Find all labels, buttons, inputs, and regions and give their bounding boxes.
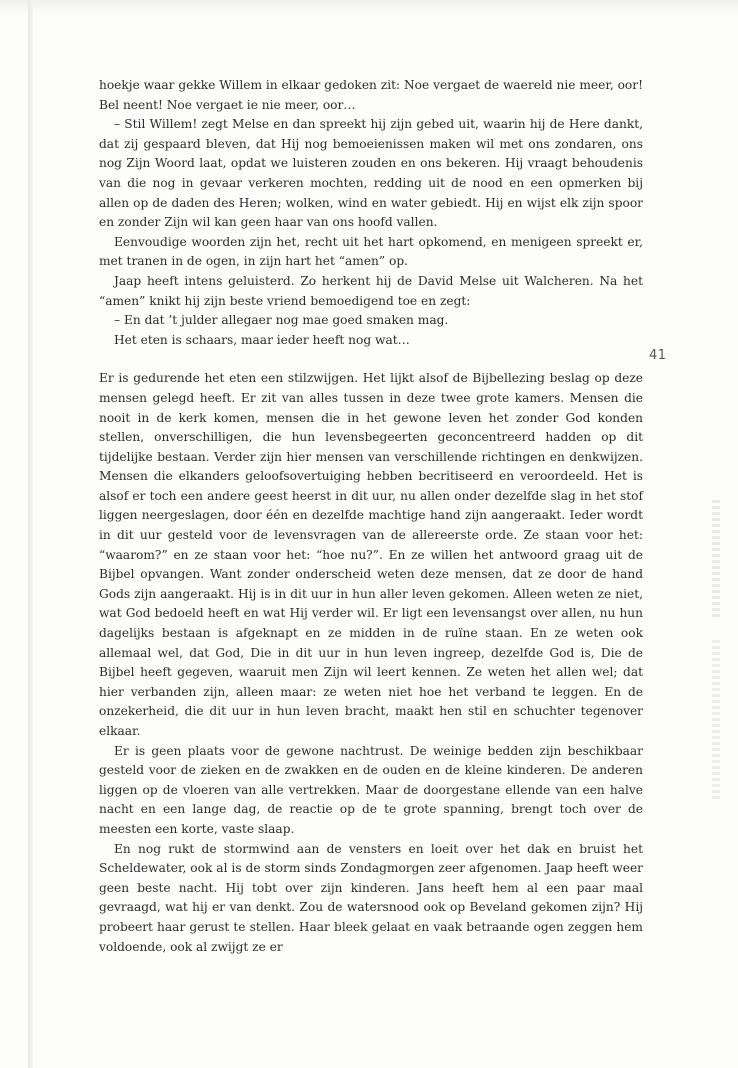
margin-watermark — [712, 640, 720, 800]
paragraph: – Stil Willem! zegt Melse en dan spreekt hij zijn gebed uit, waarin hij de Here dankt, dat zij gespaard bleven, dat Hij nog bemoeienissen maken wil met ons zondaren, ons nog Zijn Woord laat, opdat we luisteren zouden en ons bekeren. Hij vraagt behoudenis van die nog in gevaar verkeren mochten, redding uit de nood en een opmerken bij allen op de daden des Heren; wolken, wind en water gebiedt. Hij en wijst elk zijn spoor en zonder Zijn wil kan geen haar van ons hoofd vallen. — [99, 117, 643, 230]
margin-watermark — [712, 500, 720, 620]
paragraph: hoekje waar gekke Willem in elkaar gedoken zit: Noe vergaet de waereld nie meer, oor! Bel neent! Noe vergaet ie nie meer, oor… — [99, 78, 643, 112]
body-text — [99, 76, 643, 957]
page-number: 41 — [649, 348, 667, 363]
paragraph: En nog rukt de stormwind aan de vensters en loeit over het dak en bruist het Scheldewater, ook al is de storm sinds Zondagmorgen zeer afgenomen. Jaap heeft weer geen beste nacht. Hij tobt over zijn kinderen. Jans heeft hem al een paar maal gevraagd, wat hij er van denkt. Zou de watersnood ook op Beveland gekomen zijn? Hij probeert haar gerust te stellen. Haar bleek gelaat en vaak betraande ogen zeggen hem voldoende, ook al zwijgt ze er — [99, 841, 643, 954]
paragraph: Er is geen plaats voor de gewone nachtrust. De weinige bedden zijn beschikbaar gesteld voor de zieken en de zwakken en de ouden en de kleine kinderen. De anderen liggen op de vloeren van alle vertrekken. Maar de doorgestane ellende van een halve nacht en een lange dag, de reactie op de te grote spanning, brengt toch over de meesten een korte, vaste slaap. — [99, 743, 643, 836]
paragraph: Er is gedurende het eten een stilzwijgen. Het lijkt alsof de Bijbellezing beslag op deze mensen gelegd heeft. Er zit van alles tussen in deze twee grote kamers. Mensen die nooit in de kerk komen, mensen die in het gewone leven het zonder God konden stellen, onverschilligen, die hun levensbegeerten geconcentreerd hadden op dit tijdelijke bestaan. Verder zijn hier mensen van verschillende richtingen en denkwijzen. Mensen die elkanders geloofsovertuiging hebben becritiseerd en veroordeeld. Het is alsof er toch een andere geest heerst in dit uur, nu allen onder dezelfde slag in het stof liggen neergeslagen, door één en dezelfde machtige hand zijn aangeraakt. Ieder wordt in dit uur gesteld voor de levensvragen van de allereerste orde. Ze staan voor het: “waarom?” en ze staan voor het: “hoe nu?”. En ze willen het antwoord graag uit de Bijbel opvangen. Want zonder onderscheid weten deze mensen, dat ze door de hand Gods zijn aangeraakt. Hij is in dit uur in hun aller leven gekomen. Alleen weten ze niet, wat God bedoeld heeft en wat Hij verder wil. Er ligt een levensangst over allen, nu hun dagelijks bestaan is afgeknapt en ze midden in de ruïne staan. En ze weten ook allemaal wel, dat God, Die in dit uur in hun leven ingreep, dezelfde God is, Die de Bijbel heeft gegeven, waaruit men Zijn wil leert kennen. Ze weten het allen wel; dat hier verbanden zijn, alleen maar: ze weten niet hoe het verband te leggen. En de onzekerheid, die dit uur in hun leven bracht, maakt hen stil en schuchter tegenover elkaar. — [99, 371, 643, 738]
paragraph: Jaap heeft intens geluisterd. Zo herkent hij de David Melse uit Walcheren. Na het “amen” knikt hij zijn beste vriend bemoedigend toe en zegt: — [99, 273, 643, 308]
paragraph: Het eten is schaars, maar ieder heeft nog wat… — [114, 332, 410, 347]
scan-top-edge — [0, 0, 738, 14]
page-binding-edge — [28, 0, 33, 1068]
section-break — [99, 350, 643, 369]
paragraph: Eenvoudige woorden zijn het, recht uit het hart opkomend, en menigeen spreekt er, met tranen in de ogen, in zijn hart het “amen” op. — [99, 234, 643, 269]
paragraph: – En dat ’t julder allegaer nog mae goed smaken mag. — [114, 313, 449, 328]
